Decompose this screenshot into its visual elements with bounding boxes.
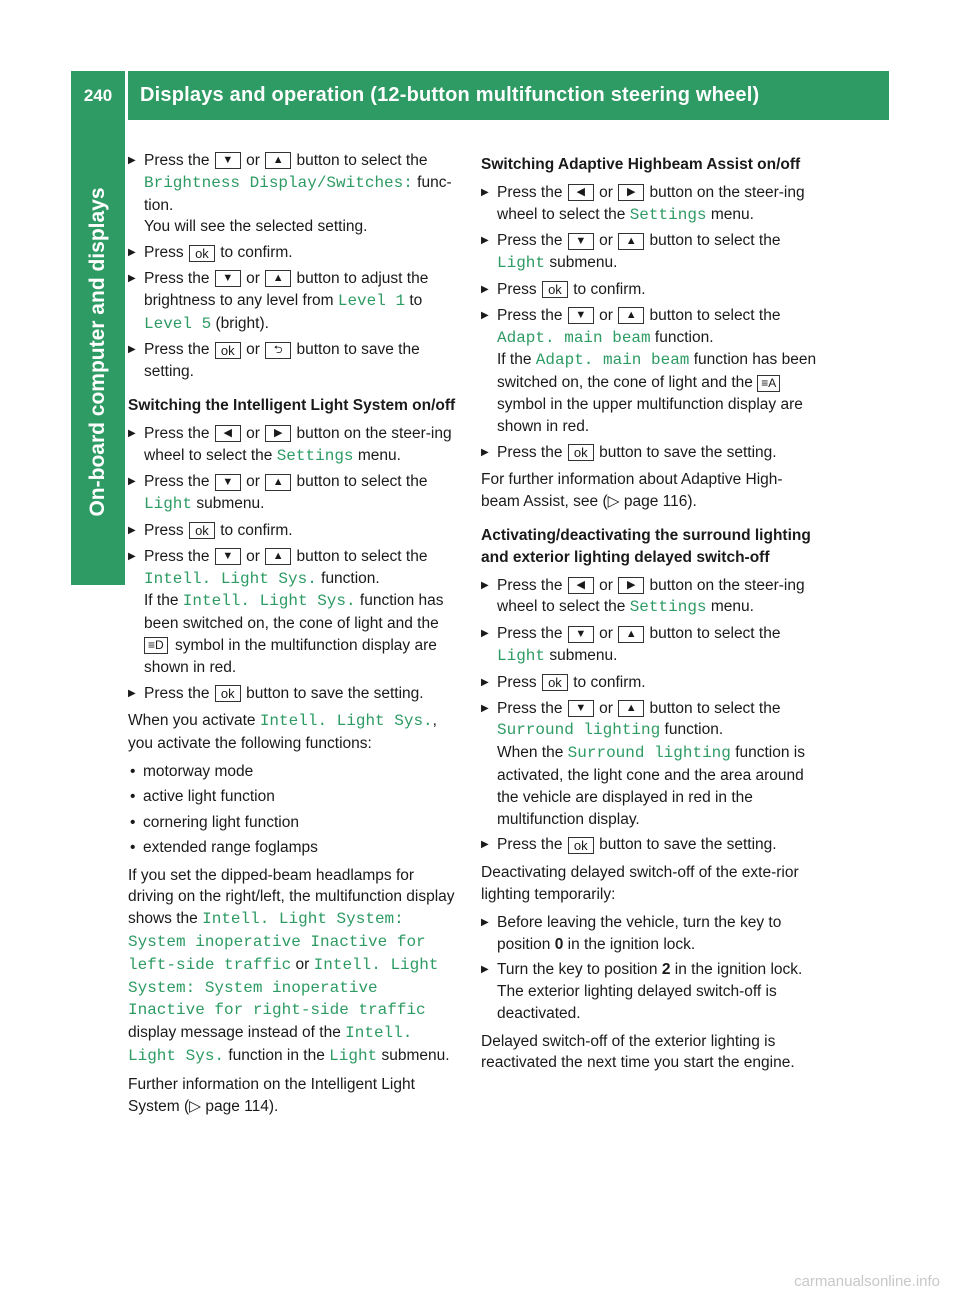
step: ▶ Press the ◀ or ▶ button on the steer-ing wheel to select the Settings menu. (481, 182, 817, 227)
up-key-icon: ▲ (265, 474, 291, 491)
up-key-icon: ▲ (265, 270, 291, 287)
ok-key-icon: ok (189, 245, 215, 262)
down-key-icon: ▼ (215, 474, 241, 491)
right-key-icon: ▶ (618, 577, 644, 594)
step: ▶ Press the ok or ⮌ button to save the setting. (128, 339, 464, 383)
page-header (71, 71, 889, 120)
right-key-icon: ▶ (265, 425, 291, 442)
down-key-icon: ▼ (568, 233, 594, 250)
list-item: • motorway mode (128, 761, 464, 783)
step: ▶ Press the ▼ or ▲ button to select the Light submenu. (128, 471, 464, 516)
ok-key-icon: ok (568, 837, 594, 854)
step: ▶ Press the ▼ or ▲ button to select the Adapt. main beam function. If the Adapt. main beam function has been switched on, the cone of light and the ≡A symbol in the upper multifunction display are shown in red. (481, 305, 817, 438)
ok-key-icon: ok (215, 342, 241, 359)
section-heading: Activating/deactivating the surround lighting and exterior lighting delayed switch-off (481, 526, 811, 566)
step: ▶ Press the ▼ or ▲ button to adjust the brightness to any level from Level 1 to Level 5 (bright). (128, 268, 464, 335)
up-key-icon: ▲ (618, 233, 644, 250)
paragraph: When you activate Intell. Light Sys., you activate the following functions: (128, 712, 437, 753)
right-column (481, 150, 817, 1080)
step: ▶ Press the ▼ or ▲ button to select the Surround lighting function. When the Surround lighting function is activated, the light cone and the area around the vehicle are displayed in red in the multifunction display. (481, 698, 817, 831)
back-key-icon: ⮌ (265, 342, 291, 359)
step-note: The exterior lighting delayed switch-off is deactivated. (497, 983, 777, 1022)
step: ▶ Press the ok button to save the setting. (481, 834, 817, 856)
page-ref-icon: ▷ (607, 493, 620, 511)
section-heading: Switching Adaptive Highbeam Assist on/off (481, 156, 801, 173)
step: ▶ Press ok to confirm. (481, 672, 817, 694)
list-item: • cornering light function (128, 812, 464, 834)
ok-key-icon: ok (542, 674, 568, 691)
ok-key-icon: ok (542, 281, 568, 298)
paragraph: For further information about Adaptive High-beam Assist, see (▷ page 116). (481, 471, 783, 511)
down-key-icon: ▼ (568, 700, 594, 717)
paragraph: Deactivating delayed switch-off of the exte-rior lighting temporarily: (481, 864, 799, 903)
step: ▶ Before leaving the vehicle, turn the key to position 0 in the ignition lock. (481, 912, 817, 956)
up-key-icon: ▲ (618, 307, 644, 324)
page-number: 240 (83, 85, 113, 105)
step: ▶ Press the ▼ or ▲ button to select the Light submenu. (481, 230, 817, 275)
section-heading: Switching the Intelligent Light System on/off (128, 396, 456, 414)
list-item: • active light function (128, 786, 464, 808)
down-key-icon: ▼ (215, 152, 241, 169)
down-key-icon: ▼ (215, 548, 241, 565)
up-key-icon: ▲ (265, 548, 291, 565)
step: ▶ Turn the key to position 2 in the ignition lock. The exterior lighting delayed switch-off is deactivated. (481, 959, 817, 1024)
left-column (128, 150, 464, 1123)
intelligent-light-symbol-icon: ≡D (144, 637, 168, 654)
ok-key-icon: ok (189, 522, 215, 539)
step: ▶ Press the ok button to save the setting. (481, 442, 817, 464)
down-key-icon: ▼ (568, 307, 594, 324)
page-title: Displays and operation (12-button multifunction steering wheel) (140, 84, 760, 106)
step: ▶ Press the ▼ or ▲ button to select the Intell. Light Sys. function. If the Intell. Light Sys. function has been switched on, the cone of light and the ≡D symbol in the multifunction display are shown in red. (128, 546, 464, 679)
paragraph: Further information on the Intelligent Light System (▷ page 114). (128, 1075, 415, 1115)
ok-key-icon: ok (215, 685, 241, 702)
down-key-icon: ▼ (215, 270, 241, 287)
step-note: You will see the selected setting. (144, 218, 368, 236)
left-key-icon: ◀ (568, 577, 594, 594)
left-key-icon: ◀ (568, 184, 594, 201)
up-key-icon: ▲ (618, 700, 644, 717)
side-tab-label: On-board computer and displays (86, 187, 109, 517)
up-key-icon: ▲ (265, 152, 291, 169)
step: ▶ Press ok to confirm. (128, 242, 464, 264)
side-tab-marker (71, 529, 125, 585)
step: ▶ Press ok to confirm. (481, 279, 817, 301)
step: ▶ Press the ▼ or ▲ button to select the Light submenu. (481, 623, 817, 668)
step: ▶ Press the ok button to save the setting. (128, 683, 464, 705)
step: ▶ Press the ◀ or ▶ button on the steer-ing wheel to select the Settings menu. (128, 423, 464, 468)
paragraph: If you set the dipped-beam headlamps for driving on the right/left, the multifunction display shows the Intell. Light System: System inoperative Inactive for left-side traffic or Intell. Light System: System inoperative Inactive for right-side traffic display message instead of the Intell. Light Sys. function in the Light submenu. (128, 866, 455, 1065)
ok-key-icon: ok (568, 444, 594, 461)
down-key-icon: ▼ (568, 626, 594, 643)
up-key-icon: ▲ (618, 626, 644, 643)
list-item: • extended range foglamps (128, 837, 464, 859)
highbeam-assist-symbol-icon: ≡A (757, 375, 780, 392)
step: ▶ Press ok to confirm. (128, 520, 464, 542)
step: ▶ Press the ▼ or ▲ button to select the Brightness Display/Switches: func-tion. You will see the selected setting. (128, 150, 464, 238)
paragraph: Delayed switch-off of the exterior lighting is reactivated the next time you start the engine. (481, 1032, 795, 1072)
left-key-icon: ◀ (215, 425, 241, 442)
right-key-icon: ▶ (618, 184, 644, 201)
step: ▶ Press the ◀ or ▶ button on the steer-ing wheel to select the Settings menu. (481, 575, 817, 620)
watermark: carmanualsonline.info (794, 1273, 940, 1290)
page-ref-icon: ▷ (189, 1097, 202, 1115)
